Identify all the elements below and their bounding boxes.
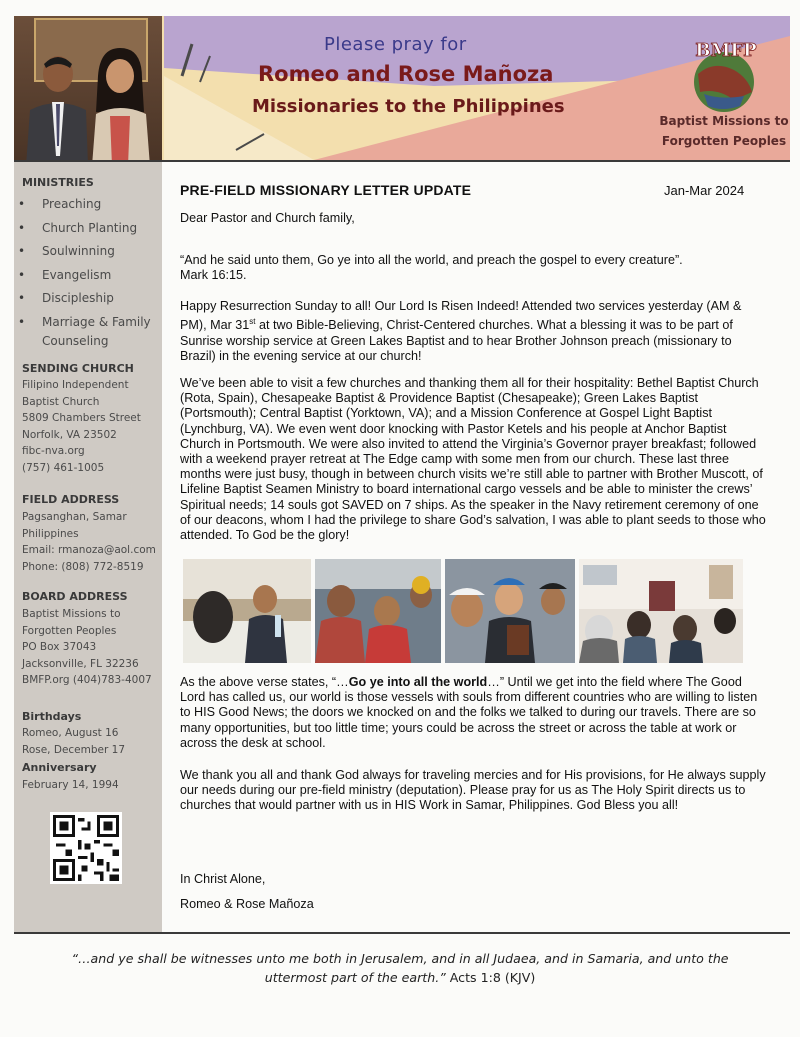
sending-line: Baptist Church [22,395,100,408]
ministry-item: • Preaching [14,195,162,214]
opening-verse [180,253,768,283]
sending-church-heading: SENDING CHURCH [22,362,134,375]
logo-lettering: BMFP [695,40,757,61]
anniversary-heading: Anniversary [22,761,97,774]
board-address-info [22,606,152,689]
p3-text-a: As the above verse states, “… [180,675,349,689]
board-address-heading: BOARD ADDRESS [22,590,128,603]
sidebar [14,162,162,932]
board-line: BMFP.org (404)783-4007 [22,674,152,686]
field-line: Phone: (808) 772-8519 [22,560,144,573]
footer-verse [40,949,760,987]
sending-line: fibc-nva.org [22,445,85,457]
paragraph-thanks: We thank you all and thank God always for traveling mercies and for His provisions, for He always supply our needs during our pre-field ministry (deputation). Please pray for us as The Holy Spirit directs us to churches that would partner with us in HIS Work in Samar, Philippines. God Bless you all! [180,768,766,813]
birthdays-heading: Birthdays [22,710,82,723]
photo-church-service [579,559,743,663]
ministries-list [14,195,162,355]
field-address-heading: FIELD ADDRESS [22,493,120,506]
ministry-item: • Discipleship [14,289,162,308]
birthdays-info [22,725,125,758]
missionary-couple-photo [14,16,162,160]
anniversary-date: February 14, 1994 [22,779,119,791]
closing: In Christ Alone, [180,872,266,886]
photo-strip [183,559,743,663]
qr-code[interactable] [50,812,122,884]
board-line: Forgotten Peoples [22,624,117,637]
photo-prayer-breakfast [183,559,311,663]
sending-church-info [22,377,141,476]
ministry-item: • Church Planting [14,219,162,238]
signature: Romeo & Rose Mañoza [180,897,314,911]
qr-code-graphic [53,815,119,881]
ordinal-suffix: st [249,317,256,327]
paragraph-church-visits: We’ve been able to visit a few churches and thanking them all for their hospitality: Bethel Baptist Church (Rota, Spain), Chesapeake Baptist & Providence Baptist (Chesapeake); Green Lakes Baptist (Portsmouth); Central Baptist (Yorktown, VA); and a Mission Conference at Gospel Light Baptist (Lynchburg, VA). We even went door knocking with Pastor Ketels and his people at Anchor Baptist Church in Portsmouth. We were also invited to attend the Virginia’s Governor prayer breakfast; followed with a weekend prayer retreat at The Edge camp with some men from our church. These last three months were just busy, though in between church visits we’re still able to partner with Brother Muscott, of Lifeline Baptist Seamen Ministry to board international cargo vessels and be able to minister the crews’ Spiritual needs; 14 souls got SAVED on 7 ships. As the speaker in the Navy retirement ceremony of one of our deacons, whom I had the privilege to share God’s salvation, I was able to plant seeds to those who attended. To God be the glory! [180,376,766,543]
board-line: Baptist Missions to [22,608,121,620]
field-line: Email: rmanoza@aol.com [22,544,156,556]
p1-text-b: at two Bible-Believing, Christ-Centered churches. What a blessing it was to be part of Sunrise worship service at Green Lakes Baptist and to hear Brother Johnson preach (missionary to Brazil) in the evening service at our church! [180,318,733,363]
letter-date: Jan-Mar 2024 [664,183,745,198]
ministry-item: • Soulwinning [14,242,162,261]
sending-line: 5809 Chambers Street [22,412,141,424]
board-line: Jacksonville, FL 32236 [22,657,139,670]
p1-text-a: Happy Resurrection Sunday to all! Our Lord Is Risen Indeed! Attended two services yesterday (AM & PM), Mar 31 [180,299,742,333]
footer-verse-reference: Acts 1:8 (KJV) [449,970,536,985]
p3-emphasis: Go ye into all the world [348,675,488,689]
bmfp-logo [674,30,778,116]
verse-text: “And he said unto them, Go ye into all the world, and preach the gospel to every creature”. [180,253,683,267]
bottom-divider [14,932,790,934]
sending-line: (757) 461-1005 [22,461,105,474]
birthday-line: Romeo, August 16 [22,727,119,739]
pray-for-text: Please pray for [324,34,467,55]
ministry-item: • Evangelism [14,266,162,285]
ministries-heading: MINISTRIES [22,176,94,189]
org-name [654,111,790,151]
header-banner [14,16,790,160]
footer-verse-text: “…and ye shall be witnesses unto me both in Jerusalem, and in all Judaea, and in Samaria, and unto the uttermost part of the earth.” [71,951,729,985]
sending-line: Filipino Independent [22,379,129,391]
org-line-1: Baptist Missions to [659,114,789,128]
verse-reference: Mark 16:15. [180,268,247,283]
org-line-2: Forgotten Peoples [661,134,787,148]
board-line: PO Box 37043 [22,641,97,653]
field-line: Philippines [22,527,79,540]
ministry-item: • Marriage & Family Counseling [14,313,162,351]
photo-hardhats [445,559,575,663]
paragraph-go-ye [180,675,768,751]
man-figure [24,46,88,160]
field-address-info [22,509,156,575]
woman-figure [86,42,152,160]
missionary-subtitle: Missionaries to the Philippines [252,96,565,117]
paragraph-resurrection [180,299,768,364]
sending-line: Norfolk, VA 23502 [22,428,117,441]
field-line: Pagsanghan, Samar [22,511,127,523]
missionary-names: Romeo and Rose Mañoza [258,62,554,86]
greeting: Dear Pastor and Church family, [180,211,355,225]
letter-title: PRE-FIELD MISSIONARY LETTER UPDATE [180,182,472,198]
birthday-line: Rose, December 17 [22,743,126,756]
photo-ship-crew [315,559,441,663]
p3-text-b: …” Until we get into the field where The Good Lord has called us, our world is those vessels with souls from different countries who are willing to listen to HIS Good News; the doors we knocked on and the folks we talked to during our travels. There are so many opportunities, but too little time; yours could be across the street or across the table at work or across the desk at school. [180,675,758,750]
